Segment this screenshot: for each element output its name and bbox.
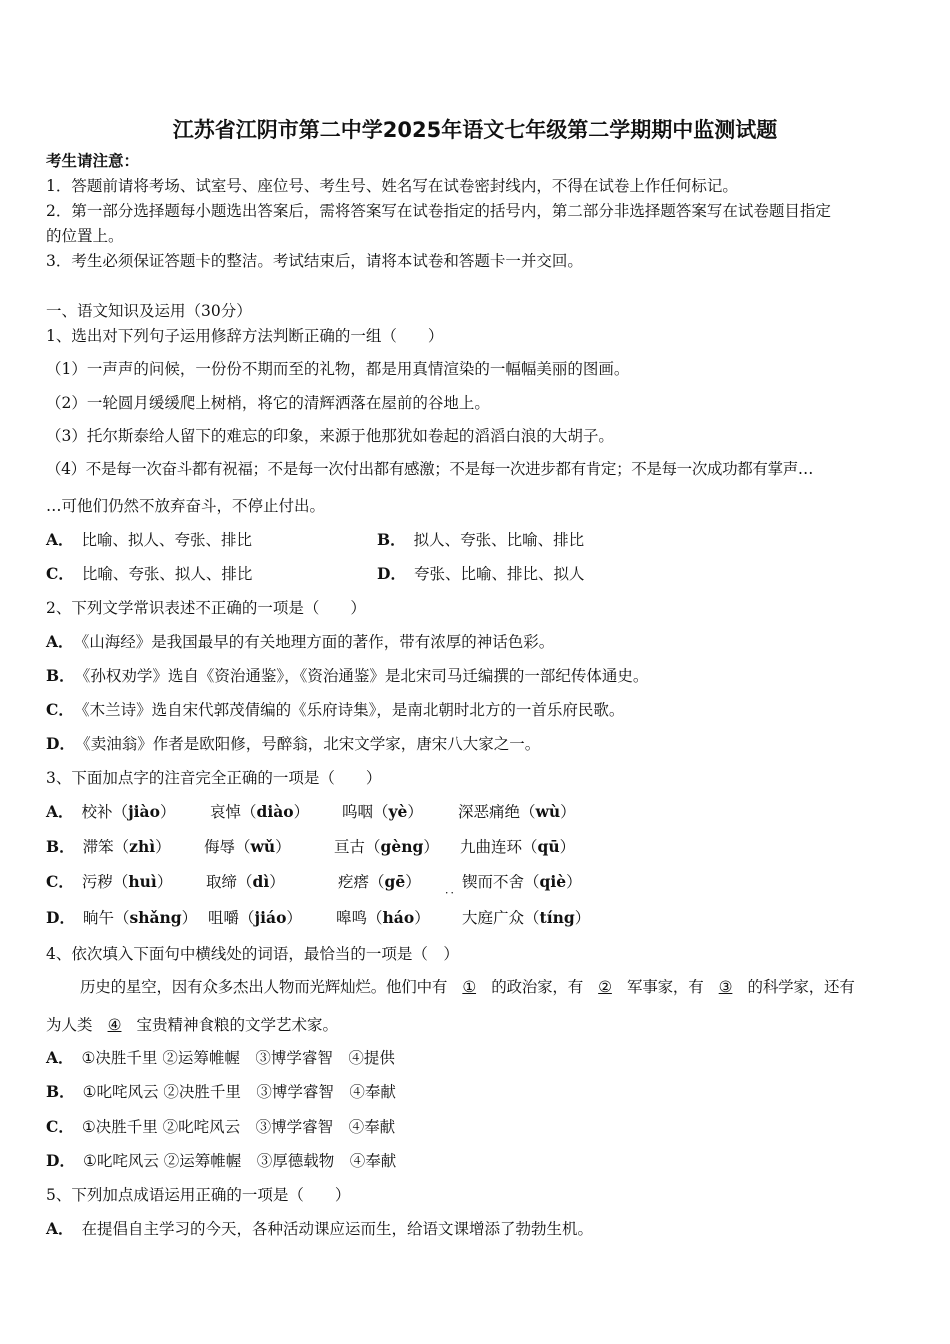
option-label: A． xyxy=(46,802,74,821)
notice-item: 的位置上。 xyxy=(46,227,124,245)
q1-sentence: （2）一轮圆月缓缓爬上树梢，将它的清辉洒落在屋前的谷地上。 xyxy=(46,394,490,412)
pinyin-word: 锲而不舍 xyxy=(462,873,525,891)
passage-text: 的政治家，有 xyxy=(491,978,584,996)
pinyin: jiào xyxy=(128,802,160,821)
notice-item: 3．考生必须保证答题卡的整洁。考试结束后，请将本试卷和答题卡一并交回。 xyxy=(46,252,583,270)
pinyin: wǔ xyxy=(250,837,276,856)
pinyin-word: 取缔 xyxy=(206,873,238,891)
pinyin-word: 滞笨 xyxy=(82,838,114,856)
pinyin-word: 疙瘩 xyxy=(338,873,370,891)
q2-option-c[interactable] xyxy=(46,699,624,721)
q4-option-d[interactable] xyxy=(46,1150,396,1172)
q1-sentence: （4）不是每一次奋斗都有祝福；不是每一次付出都有感激；不是每一次进步都有肯定；不是每一次成功都有掌声… xyxy=(46,460,814,478)
q3-item: 哀悼（diào） xyxy=(210,802,310,821)
passage-text: 军事家，有 xyxy=(627,978,704,996)
q4-option-c[interactable] xyxy=(46,1116,395,1138)
option-text: 《卖油翁》作者是欧阳修，号醉翁，北宋文学家，唐宋八大家之一。 xyxy=(82,735,541,753)
notice-item: 1．答题前请将考场、试室号、座位号、考生号、姓名写在试卷密封线内，不得在试卷上作任何标记。 xyxy=(46,177,738,195)
q3-item: 取缔（dì） xyxy=(206,872,285,891)
option-label: C． xyxy=(46,700,74,719)
pinyin: qiè xyxy=(539,872,567,891)
q3-item: 锲而不舍（qiè） xyxy=(462,872,582,891)
q3-item: 亘古（gèng） xyxy=(334,837,439,856)
notice-item: 2．第一部分选择题每小题选出答案后，需将答案写在试卷指定的括号内，第二部分非选择题答案写在试卷题目指定 xyxy=(46,202,831,220)
pinyin-word: 亘古 xyxy=(334,838,366,856)
option-label: A． xyxy=(46,1219,74,1238)
option-label: C． xyxy=(46,564,74,583)
pinyin-word: 呜咽 xyxy=(342,803,374,821)
q3-item: 大庭广众（tíng） xyxy=(462,908,591,927)
blank-1: ① xyxy=(462,978,477,996)
option-text: 比喻、拟人、夸张、排比 xyxy=(81,531,253,549)
question-3-stem: 3、下面加点字的注音完全正确的一项是（ ） xyxy=(46,769,382,787)
passage-text: 为人类 xyxy=(46,1016,93,1034)
option-text: 《山海经》是我国最早的有关地理方面的著作，带有浓厚的神话色彩。 xyxy=(81,633,555,651)
option-label: D． xyxy=(46,908,75,927)
pinyin: jiáo xyxy=(254,908,287,927)
q3-item: 九曲连环（qū） xyxy=(460,837,576,856)
option-label: D． xyxy=(377,564,406,583)
pinyin-word: 侮辱 xyxy=(204,838,236,856)
q3-option-a[interactable]: A． 校补（jiào） xyxy=(46,802,176,821)
q3-item: 嗥鸣（háo） xyxy=(336,908,430,927)
option-label: A． xyxy=(46,1048,74,1067)
q4-passage-line2 xyxy=(46,1014,910,1036)
pinyin-word: 晌午 xyxy=(82,909,114,927)
pinyin: gē xyxy=(384,872,406,891)
q2-option-a[interactable] xyxy=(46,631,554,653)
q3-item: 深恶痛绝（wù） xyxy=(458,802,576,821)
q1-option-d[interactable] xyxy=(377,563,584,585)
option-text: ①决胜千里 ②叱咤风云 ③博学睿智 ④奉献 xyxy=(81,1118,396,1136)
question-2-stem: 2、下列文学常识表述不正确的一项是（ ） xyxy=(46,599,366,617)
option-label: A． xyxy=(46,530,74,549)
q3-option-d[interactable]: D． 晌午（shǎng） xyxy=(46,908,198,927)
q3-option-c[interactable]: C． 污秽（huì） xyxy=(46,872,173,891)
option-label: C． xyxy=(46,1117,74,1136)
pinyin: qū xyxy=(537,837,560,856)
q1-sentence: （1）一声声的问候，一份份不期而至的礼物，都是用真情渲染的一幅幅美丽的图画。 xyxy=(46,360,630,378)
option-label: D． xyxy=(46,734,75,753)
pinyin: dì xyxy=(252,872,270,891)
pinyin-word: 嗥鸣 xyxy=(336,909,368,927)
q1-option-c[interactable] xyxy=(46,563,252,585)
pinyin-word: 校补 xyxy=(81,803,113,821)
pinyin: gèng xyxy=(380,837,424,856)
pinyin: huì xyxy=(128,872,157,891)
q3-item: 侮辱（wǔ） xyxy=(204,837,291,856)
pinyin-word: 深恶痛绝 xyxy=(458,803,521,821)
page-title: 江苏省江阴市第二中学2025年语文七年级第二学期期中监测试题 xyxy=(172,118,778,142)
pinyin: tíng xyxy=(539,908,575,927)
q1-sentence: （3）托尔斯泰给人留下的难忘的印象，来源于他那犹如卷起的滔滔白浪的大胡子。 xyxy=(46,427,614,445)
option-text: ①决胜千里 ②运筹帷幄 ③博学睿智 ④提供 xyxy=(81,1049,395,1067)
section-heading: 一、语文知识及运用（30分） xyxy=(46,302,252,320)
option-label: A． xyxy=(46,632,74,651)
option-text: 拟人、夸张、比喻、排比 xyxy=(413,531,585,549)
option-text: 在提倡自主学习的今天，各种活动课应运而生，给语文课增添了勃勃生机。 xyxy=(81,1220,594,1238)
option-label: C． xyxy=(46,872,74,891)
passage-text: 宝贵精神食粮的文学艺术家。 xyxy=(136,1016,339,1034)
pinyin-word: 咀嚼 xyxy=(208,909,240,927)
q1-option-a[interactable] xyxy=(46,529,252,551)
notice-header: 考生请注意： xyxy=(46,151,140,170)
q4-passage-line1 xyxy=(80,976,910,998)
passage-text: 的科学家，还有 xyxy=(747,978,855,996)
q1-sentence: …可他们仍然不放弃奋斗，不停止付出。 xyxy=(46,497,326,515)
option-label: B． xyxy=(46,837,75,856)
question-5-stem: 5、下列加点成语运用正确的一项是（ ） xyxy=(46,1186,351,1204)
pinyin-word: 九曲连环 xyxy=(460,838,523,856)
q4-option-b[interactable] xyxy=(46,1081,396,1103)
q4-option-a[interactable] xyxy=(46,1047,395,1069)
q2-option-d[interactable] xyxy=(46,733,540,755)
option-text: 《孙权劝学》选自《资治通鉴》，《资治通鉴》是北宋司马迁编撰的一部纪传体通史。 xyxy=(82,667,649,685)
pinyin-word: 大庭广众 xyxy=(462,909,525,927)
question-1-stem: 1、选出对下列句子运用修辞方法判断正确的一组（ ） xyxy=(46,327,444,345)
blank-3: ③ xyxy=(718,978,733,996)
pinyin: diào xyxy=(256,802,294,821)
q3-option-b[interactable]: B． 滞笨（zhì） xyxy=(46,837,171,856)
question-4-stem: 4、依次填入下面句中横线处的词语，最恰当的一项是（ ） xyxy=(46,945,459,963)
q3-item: 咀嚼（jiáo） xyxy=(208,908,302,927)
emphasis-dots: ．． xyxy=(445,883,462,896)
pinyin: shǎng xyxy=(129,908,182,927)
option-label: B． xyxy=(377,530,406,549)
blank-4: ④ xyxy=(107,1016,122,1034)
blank-2: ② xyxy=(598,978,612,996)
pinyin: zhì xyxy=(129,837,156,856)
q1-option-b[interactable] xyxy=(377,529,584,551)
pinyin: yè xyxy=(388,802,408,821)
pinyin-word: 污秽 xyxy=(81,873,113,891)
pinyin: wù xyxy=(535,802,561,821)
option-label: D． xyxy=(46,1151,75,1170)
passage-text: 历史的星空，因有众多杰出人物而光辉灿烂。他们中有 xyxy=(80,978,448,996)
option-text: ①叱咤风云 ②决胜千里 ③博学睿智 ④奉献 xyxy=(82,1083,396,1101)
option-text: 夸张、比喻、排比、拟人 xyxy=(413,565,585,583)
q2-option-b[interactable] xyxy=(46,665,648,687)
pinyin: háo xyxy=(382,908,415,927)
q3-item: 疙瘩（gē） xyxy=(338,872,421,891)
option-text: 比喻、夸张、拟人、排比 xyxy=(81,565,253,583)
pinyin-word: 哀悼 xyxy=(210,803,242,821)
option-label: B． xyxy=(46,666,75,685)
q5-option-a[interactable] xyxy=(46,1218,593,1240)
option-label: B． xyxy=(46,1082,75,1101)
option-text: ①叱咤风云 ②运筹帷幄 ③厚德载物 ④奉献 xyxy=(82,1152,397,1170)
q3-item: 呜咽（yè） xyxy=(342,802,423,821)
option-text: 《木兰诗》选自宋代郭茂倩编的《乐府诗集》，是南北朝时北方的一首乐府民歌。 xyxy=(81,701,625,719)
